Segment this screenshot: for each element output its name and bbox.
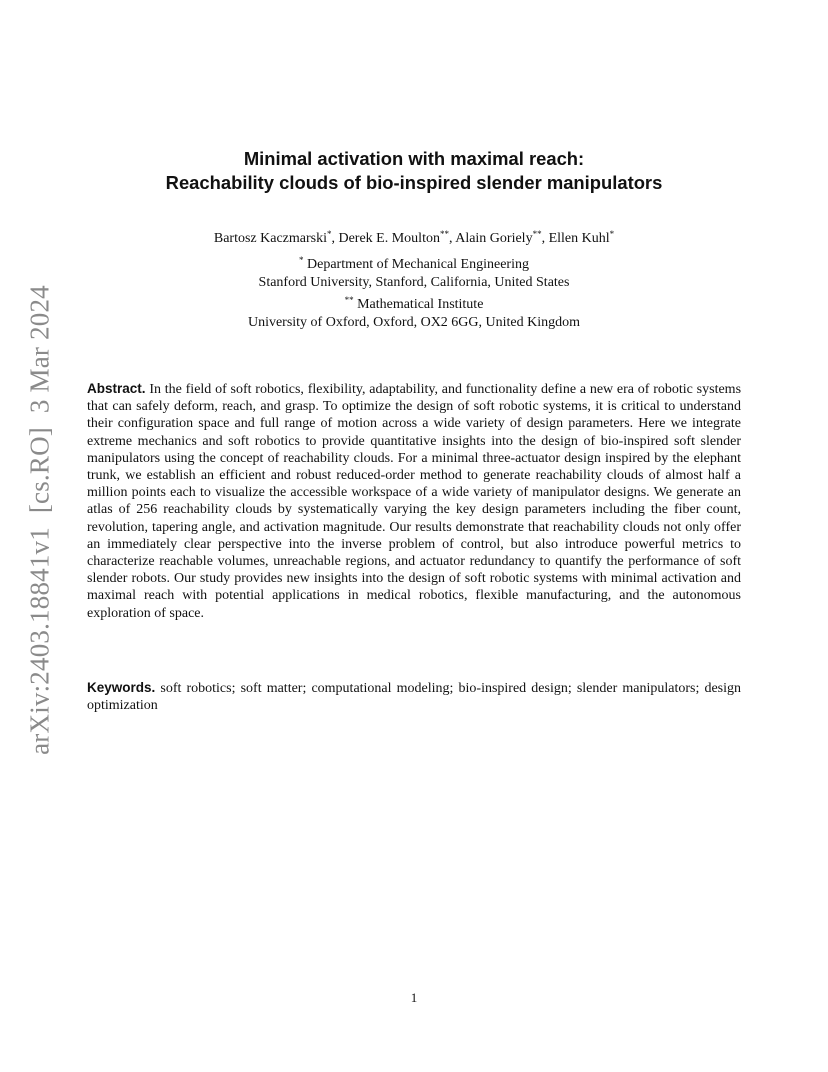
author-affiliation-mark: * bbox=[609, 229, 615, 239]
author-affiliation-mark: * bbox=[326, 229, 332, 239]
author-affiliation-mark: ** bbox=[532, 229, 542, 239]
affiliation-oxford bbox=[0, 296, 828, 331]
author-name: Bartosz Kaczmarski bbox=[213, 231, 327, 246]
affiliation-mark: ** bbox=[344, 295, 354, 305]
paper-title bbox=[0, 147, 828, 195]
abstract bbox=[87, 380, 741, 622]
page-number: 1 bbox=[410, 990, 418, 1005]
author-name: Alain Goriely bbox=[455, 231, 533, 246]
affiliation-department: Mathematical Institute bbox=[357, 297, 484, 312]
abstract-text: In the field of soft robotics, flexibility, adaptability, and functionality define a new era of robotic systems that can safely deform, reach, and grasp. To optimize the design of soft robotic systems, it is critical to understand their configuration space and full range of motion across a wide variety of design parameters. Here we integrate extreme mechanics and soft robotics to provide quantitative insights into the design of bio-inspired soft slender manipulators using the concept of reachability clouds. For a minimal three-actuator design inspired by the elephant trunk, we establish an efficient and robust reduced-order method to generate reachability clouds of almost half a million points each to visualize the accessible workspace of a wide variety of manipulator designs. We generate an atlas of 256 reachability clouds by systematically varying the key design parameters including the fiber count, revolution, tapering angle, and activation magnitude. Our results demonstrate that reachability clouds not only offer an immediately clear perspective into the inverse problem of control, but also introduce powerful metrics to characterize reachable volumes, unreachable regions, and actuator redundancy to quantify the performance of soft slender robots. Our study provides new insights into the design of soft robotic systems with minimal activation and maximal reach with potential applications in medical robotics, flexible manufacturing, and the autonomous exploration of space. bbox=[87, 382, 742, 621]
affiliation-institution: Stanford University, Stanford, California, United States bbox=[258, 274, 570, 290]
author-list: Bartosz Kaczmarski*, Derek E. Moulton**, Alain Goriely**, Ellen Kuhl* bbox=[213, 229, 615, 246]
abstract-label: Abstract. bbox=[87, 381, 146, 396]
arxiv-identifier-stamp: arXiv:2403.18841v1 [cs.RO] 3 Mar 2024 bbox=[24, 285, 55, 755]
keywords bbox=[87, 679, 741, 715]
affiliation-department: Department of Mechanical Engineering bbox=[307, 257, 529, 272]
keywords-text: soft robotics; soft matter; computational modeling; bio-inspired design; slender manipulators; design optimization bbox=[87, 681, 741, 714]
author-affiliation-mark: ** bbox=[439, 229, 449, 239]
affiliation-mark: * bbox=[299, 255, 304, 265]
author-name: Ellen Kuhl bbox=[548, 231, 610, 246]
author-name: Derek E. Moulton bbox=[338, 231, 440, 246]
affiliation-institution: University of Oxford, Oxford, OX2 6GG, United Kingdom bbox=[247, 314, 581, 330]
affiliation-stanford bbox=[0, 256, 828, 291]
title-line-2: Reachability clouds of bio-inspired slender manipulators bbox=[165, 172, 663, 193]
title-line-1: Minimal activation with maximal reach: bbox=[243, 148, 585, 169]
keywords-label: Keywords. bbox=[87, 680, 156, 695]
